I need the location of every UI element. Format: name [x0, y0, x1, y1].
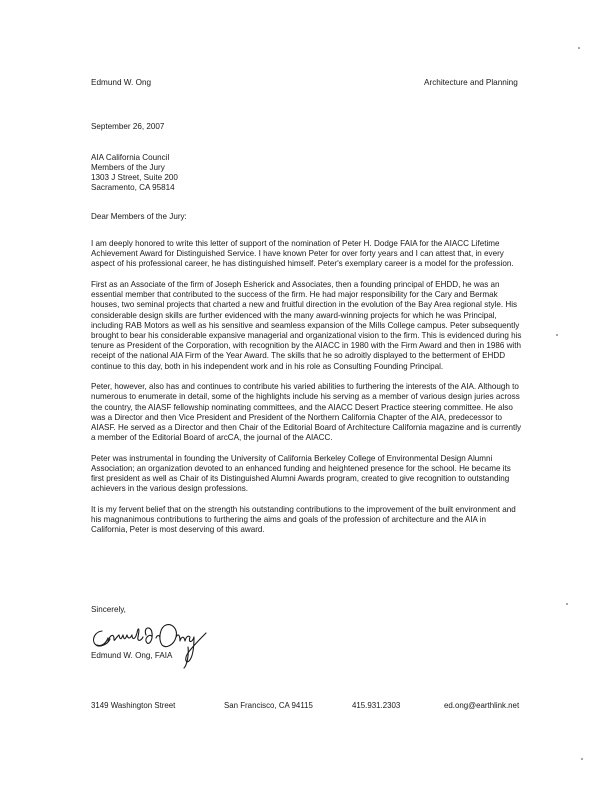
footer-email: ed.ong@earthlink.net [444, 701, 520, 710]
body-paragraph: It is my fervent belief that on the strength his outstanding contributions to the improvement of the built environment and his magnanimous contributions to furthering the aims and goals of the profession of architecture and the AIA in California, Peter is most deserving of this award. [91, 505, 516, 535]
scan-speck [566, 603, 568, 605]
footer-city: San Francisco, CA 94115 [224, 701, 313, 710]
body-paragraph: First as an Associate of the firm of Joseph Esherick and Associates, then a founding principal of EHDD, he was an essential member that contributed to the success of the firm. He had major responsibility for the Cary and Bermak houses, two seminal projects that charted a new and fruitful direction in the evolution of the Bay Area regional style. His considerable design skills are further evidenced with the many award-winning projects for which he was Principal, including RAB Motors as well as his sensitive and seamless expansion of the Mills College campus. Peter subsequently brought to bear his considerable expansive managerial and organizational vision to the firm. This is evidenced during his tenure as President of the Corporation, with recognition by the AIACC in 1980 with the Firm Award and then in 1986 with receipt of the national AIA Firm of the Year Award. The skills that he so adroitly displayed to the betterment of EHDD continue to this day, both in his independent work and in his role as Consulting Founding Principal. [91, 280, 522, 371]
letterhead-name: Edmund W. Ong [91, 78, 152, 87]
scan-speck [581, 758, 583, 760]
letter-date: September 26, 2007 [91, 122, 165, 131]
recipient-line: AIA California Council [91, 153, 170, 162]
closing: Sincerely, [91, 605, 126, 614]
footer-street: 3149 Washington Street [91, 701, 176, 710]
salutation: Dear Members of the Jury: [91, 212, 187, 221]
recipient-line: Members of the Jury [91, 162, 165, 172]
footer-phone: 415.931.2303 [352, 701, 401, 710]
recipient-address [91, 153, 178, 193]
recipient-line: Sacramento, CA 95814 [91, 182, 175, 192]
body-paragraph: Peter was instrumental in founding the University of California Berkeley College of Environmental Design Alumni Association; an organization devoted to an enhanced funding and heightened presence for the school. He became its first president as well as Chair of its Distinguished Alumni Awards program, created to give recognition to outstanding achievers in the various design professions. [91, 453, 511, 494]
body-paragraph: Peter, however, also has and continues to contribute his varied abilities to furthering the interests of the AIA. Although to numerous to enumerate in detail, some of the highlights include his serving as a member of various design juries across the country, the AIASF fellowship nominating committees, and the AIACC Desert Practice steering committee. He also was a Director and then Vice President and President of the Northern California Chapter of the AIA, predecessor to AIASF. He served as a Director and then Chair of the Editorial Board of Architecture California magazine and is currently a member of the Editorial Board of arcCA, the journal of the AIACC. [91, 382, 522, 443]
scan-speck [556, 334, 558, 336]
body-paragraph: I am deeply honored to write this letter of support of the nomination of Peter H. Dodge FAIA for the AIACC Lifetime Achievement Award for Distinguished Service. I have known Peter for over forty years and I can attest that, in every aspect of his professional career, he has distinguished himself. Peter's exemplary career is a model for the profession. [91, 239, 514, 269]
letterhead-practice: Architecture and Planning [424, 78, 518, 87]
letter-body [91, 239, 523, 546]
recipient-line: 1303 J Street, Suite 200 [91, 172, 178, 182]
signer-name: Edmund W. Ong, FAIA [91, 651, 173, 660]
scan-speck [578, 47, 580, 49]
